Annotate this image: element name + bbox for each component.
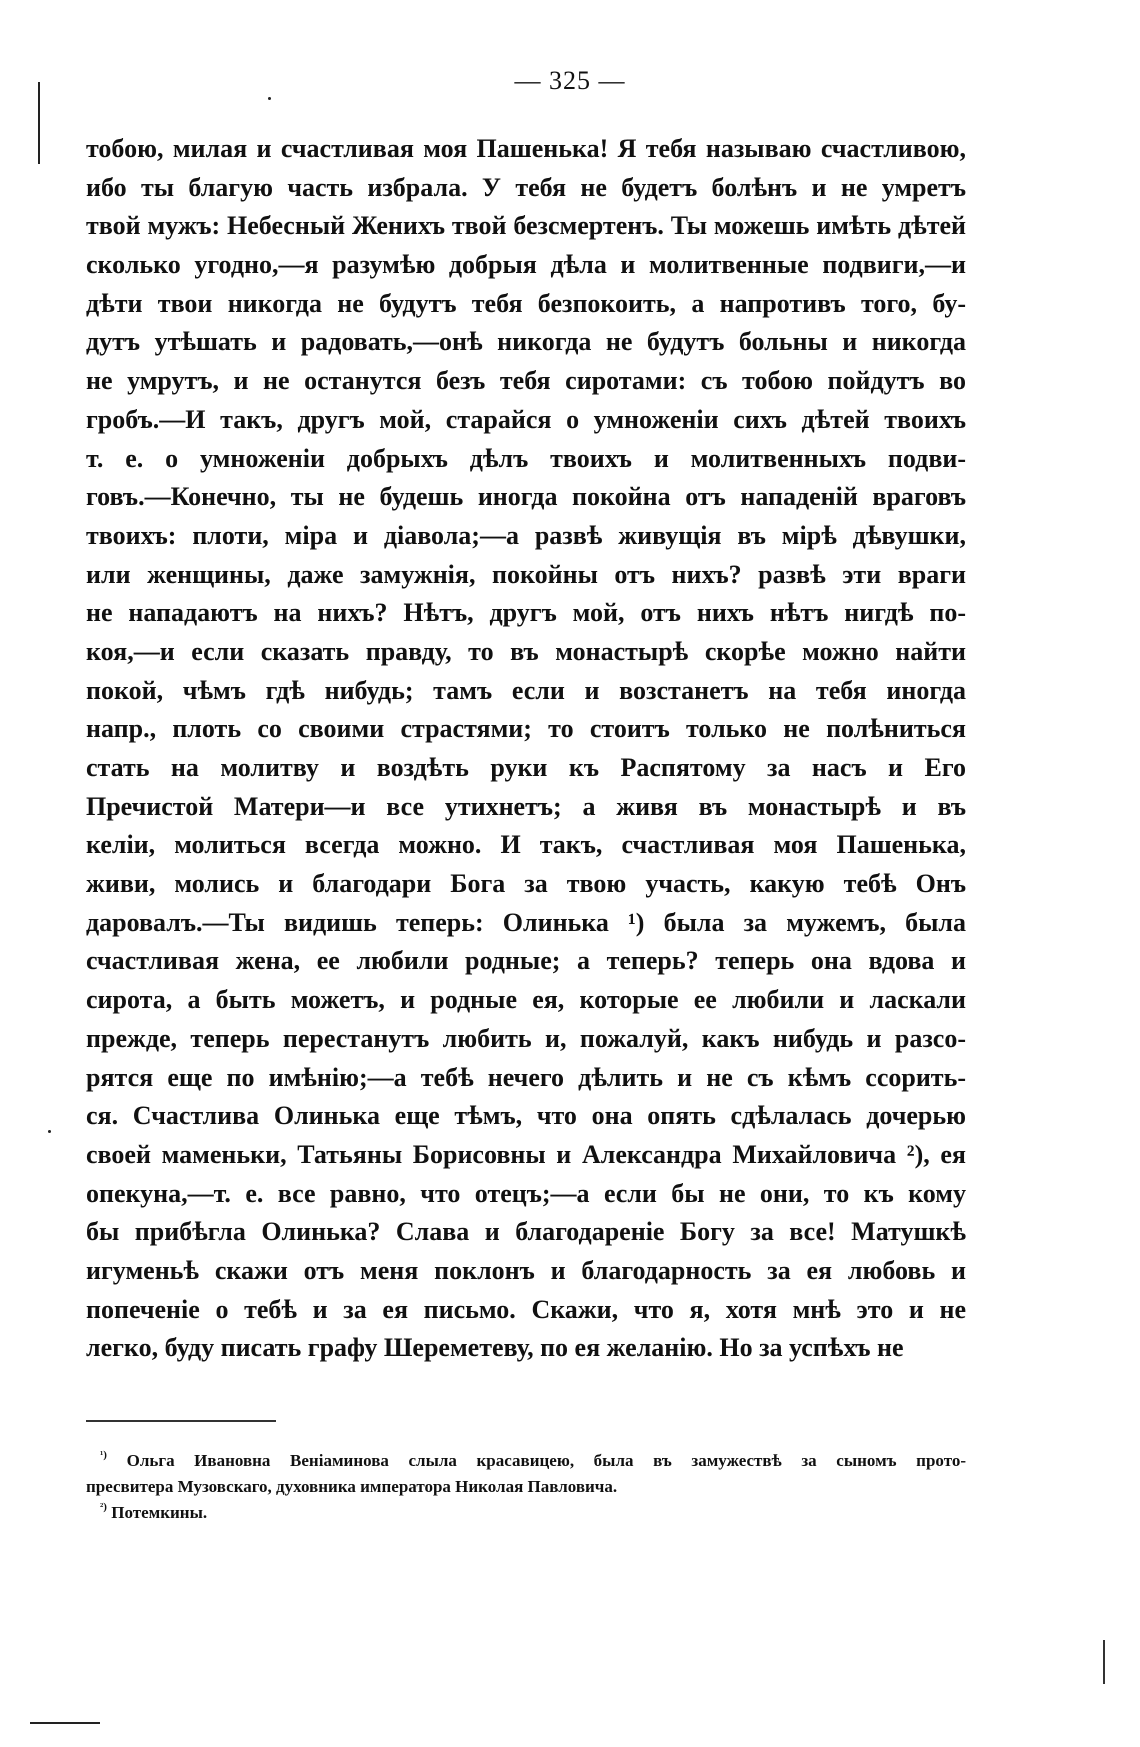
- body-line: стать на молитву и воздѣть руки къ Распятому за насъ и Его: [86, 753, 966, 782]
- footnote-1: [86, 1448, 966, 1474]
- footnote-text: Ольга Ивановна Веніаминова слыла красавицею, была въ замужествѣ за сыномъ прото-: [126, 1451, 967, 1470]
- footnote-2: [86, 1500, 966, 1526]
- scan-speck: [48, 1130, 51, 1133]
- body-line: не умрутъ, и не останутся безъ тебя сиротами: съ тобою пойдутъ во: [86, 366, 966, 396]
- body-line: келіи, молиться всегда можно. И такъ, счастливая моя Пашенька,: [86, 830, 966, 860]
- footnotes: [86, 1448, 966, 1526]
- body-line: рятся еще по имѣнію;—а тебѣ нечего дѣлить и не съ кѣмъ ссорить-: [86, 1062, 966, 1092]
- scan-edge-mark: [1103, 1640, 1105, 1684]
- body-line: твой мужъ: Небесный Женихъ твой безсмертенъ. Ты можешь имѣть дѣтей: [86, 211, 966, 241]
- body-line: ся. Счастлива Олинька еще тѣмъ, что она опять сдѣлалась дочерью: [86, 1101, 966, 1131]
- body-line: даровалъ.—Ты видишь теперь: Олинька ¹) была за мужемъ, была: [86, 907, 966, 937]
- body-line: легко, буду писать графу Шереметеву, по ея желанію. Но за успѣхъ не: [86, 1333, 904, 1363]
- body-line: сколько угодно,—я разумѣю добрыя дѣла и молитвенные подвиги,—и: [86, 250, 966, 280]
- body-line: напр., плоть со своими страстями; то стоитъ только не полѣниться: [86, 714, 966, 744]
- body-line: коя,—и если сказать правду, то въ монастырѣ скорѣе можно найти: [86, 636, 966, 666]
- body-line: ибо ты благую часть избрала. У тебя не будетъ болѣнъ и не умретъ: [86, 172, 966, 202]
- body-line: твоихъ: плоти, міра и діавола;—а развѣ живущія въ мірѣ дѣвушки,: [86, 520, 966, 550]
- body-line: счастливая жена, ее любили родные; а теперь? теперь она вдова и: [86, 946, 966, 976]
- body-line: дутъ утѣшать и радовать,—онѣ никогда не будутъ больны и никогда: [86, 327, 966, 357]
- body-line: покой, чѣмъ гдѣ нибудь; тамъ если и возстанетъ на тебя иногда: [86, 675, 966, 705]
- body-line: или женщины, даже замужнія, покойны отъ нихъ? развѣ эти враги: [86, 559, 966, 589]
- body-line: бы прибѣгла Олинька? Слава и благодареніе Богу за все! Матушкѣ: [86, 1217, 966, 1247]
- body-text: [86, 130, 966, 1368]
- body-line: попеченіе о тебѣ и за ея письмо. Скажи, что я, хотя мнѣ это и не: [86, 1294, 966, 1324]
- body-line: т. е. о умноженіи добрыхъ дѣлъ твоихъ и молитвенныхъ подви-: [86, 443, 966, 473]
- footnote-text: Потемкины.: [111, 1503, 208, 1522]
- body-line: опекуна,—т. е. все равно, что отецъ;—а если бы не они, то къ кому: [86, 1178, 966, 1208]
- scan-speck: [268, 97, 271, 100]
- footnote-1-continuation: пресвитера Музовскаго, духовника императора Николая Павловича.: [86, 1477, 618, 1496]
- body-line: своей маменьки, Татьяны Борисовны и Александра Михайловича ²), ея: [86, 1139, 966, 1169]
- body-line: говъ.—Конечно, ты не будешь иногда покойна отъ нападеній враговъ: [86, 482, 966, 512]
- scan-edge-mark: [30, 1722, 100, 1724]
- body-line: Пречистой Матери—и все утихнетъ; а живя въ монастырѣ и въ: [86, 791, 966, 821]
- body-line: сирота, а быть можетъ, и родные ея, которые ее любили и ласкали: [86, 985, 966, 1015]
- page-number-header: — 325 —: [514, 66, 626, 95]
- body-line: прежде, теперь перестанутъ любить и, пожалуй, какъ нибудь и разсо-: [86, 1023, 966, 1053]
- footnote-marker: ¹): [100, 1449, 107, 1461]
- body-line: живи, молись и благодари Бога за твою участь, какую тебѣ Онъ: [86, 869, 966, 899]
- footnote-separator: [86, 1420, 276, 1422]
- body-line: не нападаютъ на нихъ? Нѣтъ, другъ мой, отъ нихъ нѣтъ нигдѣ по-: [86, 598, 966, 628]
- body-line: игуменьѣ скажи отъ меня поклонъ и благодарность за ея любовь и: [86, 1255, 966, 1285]
- body-line: дѣти твои никогда не будутъ тебя безпокоить, а напротивъ того, бу-: [86, 288, 966, 318]
- body-line: гробъ.—И такъ, другъ мой, старайся о умноженіи сихъ дѣтей твоихъ: [86, 404, 966, 434]
- footnote-marker: ²): [100, 1501, 107, 1513]
- body-line: тобою, милая и счастливая моя Пашенька! Я тебя называю счастливою,: [86, 134, 966, 163]
